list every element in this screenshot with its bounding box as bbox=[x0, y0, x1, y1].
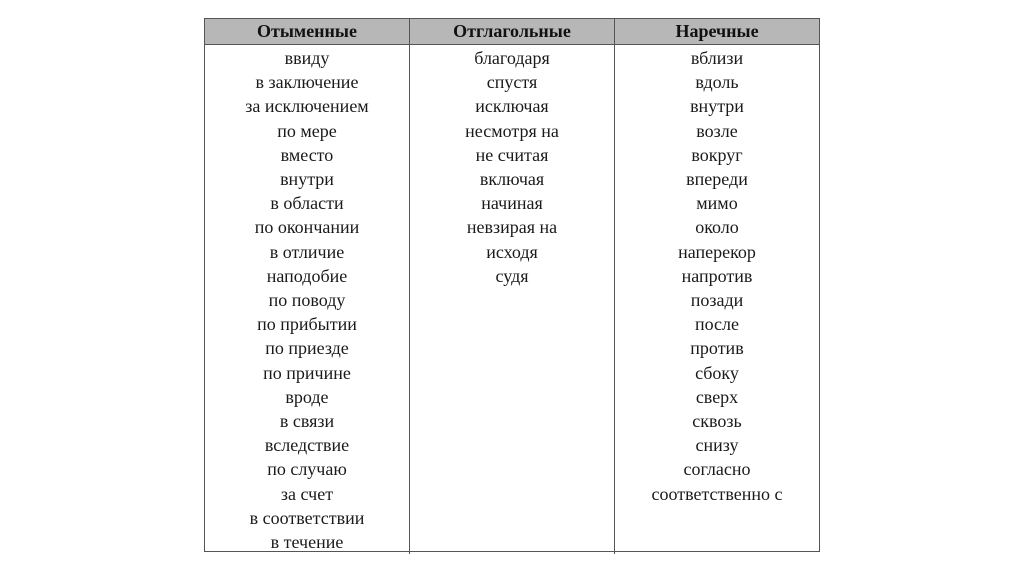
table-cell-deverbal: несмотря на bbox=[465, 120, 559, 141]
table-cell-denominal: в соответствии bbox=[249, 507, 365, 528]
table-cell-denominal: по прибытии bbox=[257, 314, 357, 335]
table-cell-adverbial: впереди bbox=[686, 169, 748, 190]
table-cell-denominal: в заключение bbox=[255, 72, 359, 93]
table-cell-denominal: по причине bbox=[263, 362, 351, 383]
table-cell-denominal: в отличие bbox=[269, 241, 345, 262]
table-cell-denominal: по окончании bbox=[254, 217, 360, 238]
table-cell-adverbial: внутри bbox=[690, 96, 744, 117]
table-cell-denominal: наподобие bbox=[266, 265, 348, 286]
column-adverbial bbox=[614, 45, 819, 554]
table-cell-deverbal: исключая bbox=[475, 96, 549, 117]
table-cell-deverbal: благодаря bbox=[474, 48, 550, 68]
table-cell-adverbial: сверх bbox=[695, 386, 739, 407]
table-cell-denominal: по случаю bbox=[267, 459, 347, 480]
table-cell-adverbial: вблизи bbox=[690, 48, 744, 68]
header-denominal: Отыменные bbox=[257, 21, 357, 41]
table-cell-denominal: ввиду bbox=[284, 48, 330, 68]
column-denominal bbox=[205, 45, 409, 554]
table-cell-denominal: внутри bbox=[280, 169, 334, 190]
table-cell-denominal: за исключением bbox=[245, 96, 369, 117]
table-cell-denominal: вроде bbox=[285, 386, 329, 407]
table-cell-adverbial: после bbox=[694, 314, 740, 335]
table-cell-adverbial: напротив bbox=[681, 265, 753, 286]
table-cell-deverbal: спустя bbox=[486, 72, 538, 93]
table-cell-adverbial: вокруг bbox=[691, 144, 743, 165]
table-cell-denominal: по мере bbox=[277, 120, 337, 141]
table-cell-adverbial: возле bbox=[696, 120, 738, 141]
column-deverbal bbox=[409, 45, 614, 554]
table-cell-denominal: по приезде bbox=[265, 338, 349, 359]
table-cell-adverbial: мимо bbox=[696, 193, 738, 214]
table-cell-deverbal: не считая bbox=[475, 144, 549, 165]
table-cell-deverbal: невзирая на bbox=[466, 217, 558, 238]
table-cell-deverbal: включая bbox=[479, 169, 545, 190]
table-cell-deverbal: исходя bbox=[486, 241, 538, 262]
table-cell-denominal: за счет bbox=[280, 483, 334, 504]
table-cell-denominal: в связи bbox=[279, 411, 335, 432]
table-cell-adverbial: сбоку bbox=[695, 362, 739, 383]
table-cell-adverbial: вдоль bbox=[695, 72, 739, 93]
table-cell-denominal: вследствие bbox=[264, 435, 350, 456]
table-cell-deverbal: начиная bbox=[481, 193, 543, 214]
table-cell-adverbial: наперекор bbox=[678, 241, 756, 262]
table-cell-adverbial: снизу bbox=[695, 435, 739, 456]
table-cell-denominal: в течение bbox=[270, 532, 344, 553]
table-cell-adverbial: позади bbox=[690, 290, 744, 311]
prepositions-table bbox=[204, 18, 820, 552]
table-cell-adverbial: против bbox=[690, 338, 744, 359]
table-cell-denominal: вместо bbox=[280, 144, 334, 165]
table-cell-adverbial: около bbox=[695, 217, 739, 238]
table-cell-adverbial: сквозь bbox=[692, 411, 742, 432]
header-deverbal: Отглагольные bbox=[409, 19, 614, 44]
table-cell-denominal: в области bbox=[270, 193, 344, 214]
table-cell-deverbal: судя bbox=[495, 265, 529, 286]
table-body-row bbox=[205, 45, 819, 554]
table-header-row bbox=[205, 19, 819, 45]
table-cell-adverbial: соответственно с bbox=[651, 483, 783, 504]
table-cell-adverbial: согласно bbox=[683, 459, 751, 480]
table-cell-denominal: по поводу bbox=[268, 290, 346, 311]
header-adverbial: Наречные bbox=[614, 19, 819, 44]
